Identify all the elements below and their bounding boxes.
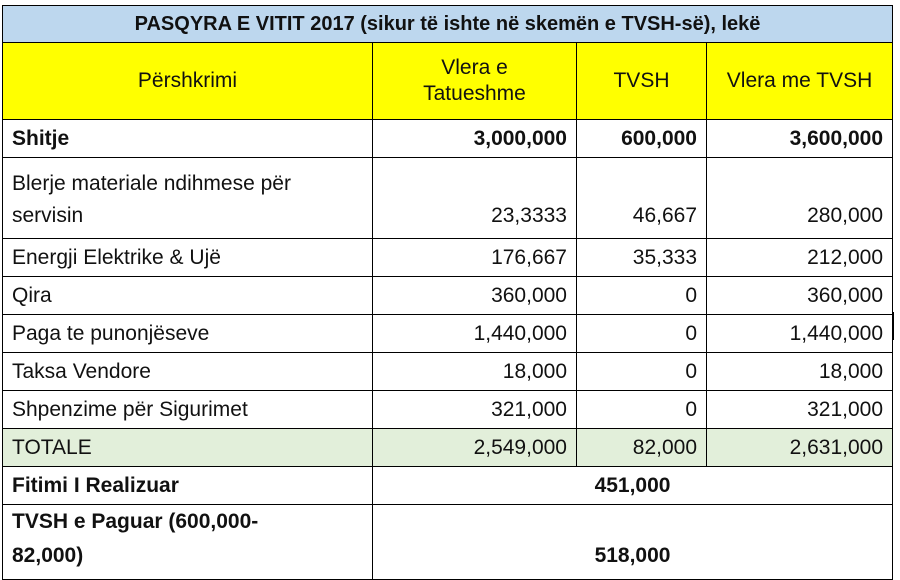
vat-paid-label-line1: TVSH e Paguar (600,000- <box>12 510 259 533</box>
header-value-with-vat[interactable]: Vlera me TVSH <box>707 43 893 120</box>
row-taxable[interactable]: 176,667 <box>373 239 577 277</box>
row-with-vat[interactable]: 1,440,000 <box>707 315 893 353</box>
profit-row <box>3 467 893 505</box>
vat-statement-table-container <box>2 5 893 580</box>
row-label[interactable] <box>3 158 373 239</box>
profit-label[interactable]: Fitimi I Realizuar <box>3 467 373 505</box>
vat-paid-value[interactable]: 518,000 <box>373 505 893 580</box>
row-label[interactable]: Qira <box>3 277 373 315</box>
header-vat[interactable]: TVSH <box>577 43 707 120</box>
sales-taxable[interactable]: 3,000,000 <box>373 120 577 158</box>
sales-label[interactable]: Shitje <box>3 120 373 158</box>
header-taxable-value[interactable] <box>373 43 577 120</box>
table-row <box>3 353 893 391</box>
row-label[interactable]: Energji Elektrike & Ujë <box>3 239 373 277</box>
table-row <box>3 391 893 429</box>
row-with-vat[interactable]: 360,000 <box>707 277 893 315</box>
row-with-vat[interactable]: 321,000 <box>707 391 893 429</box>
text-cursor-icon <box>892 312 894 340</box>
totals-row <box>3 429 893 467</box>
row-taxable[interactable]: 18,000 <box>373 353 577 391</box>
title-row <box>3 6 893 43</box>
totals-with-vat[interactable]: 2,631,000 <box>707 429 893 467</box>
totals-taxable[interactable]: 2,549,000 <box>373 429 577 467</box>
row-vat[interactable]: 46,667 <box>577 158 707 239</box>
row-vat[interactable]: 0 <box>577 277 707 315</box>
table-row <box>3 239 893 277</box>
vat-paid-label-line2: 82,000) <box>12 544 84 567</box>
vat-paid-row <box>3 505 893 580</box>
row-vat[interactable]: 0 <box>577 391 707 429</box>
sales-with-vat[interactable]: 3,600,000 <box>707 120 893 158</box>
profit-value[interactable]: 451,000 <box>373 467 893 505</box>
row-with-vat[interactable]: 212,000 <box>707 239 893 277</box>
row-vat[interactable]: 35,333 <box>577 239 707 277</box>
table-row <box>3 315 893 353</box>
row-taxable[interactable]: 321,000 <box>373 391 577 429</box>
header-description[interactable]: Përshkrimi <box>3 43 373 120</box>
row-taxable[interactable]: 23,3333 <box>373 158 577 239</box>
header-taxable-line2: Tatueshme <box>423 82 526 105</box>
row-label[interactable]: Taksa Vendore <box>3 353 373 391</box>
header-row <box>3 43 893 120</box>
row-with-vat[interactable]: 18,000 <box>707 353 893 391</box>
header-taxable-line1: Vlera e <box>441 56 508 79</box>
row-label-line1: Blerje materiale ndihmese për <box>12 172 291 195</box>
row-taxable[interactable]: 1,440,000 <box>373 315 577 353</box>
totals-vat[interactable]: 82,000 <box>577 429 707 467</box>
row-with-vat[interactable]: 280,000 <box>707 158 893 239</box>
row-vat[interactable]: 0 <box>577 353 707 391</box>
row-label[interactable]: Shpenzime për Sigurimet <box>3 391 373 429</box>
totals-label[interactable]: TOTALE <box>3 429 373 467</box>
vat-statement-table <box>2 5 893 580</box>
row-taxable[interactable]: 360,000 <box>373 277 577 315</box>
row-label-line2: servisin <box>12 204 84 227</box>
sales-row <box>3 120 893 158</box>
table-row <box>3 277 893 315</box>
sales-vat[interactable]: 600,000 <box>577 120 707 158</box>
vat-paid-label[interactable] <box>3 505 373 580</box>
row-label[interactable]: Paga te punonjëseve <box>3 315 373 353</box>
row-vat[interactable]: 0 <box>577 315 707 353</box>
table-row <box>3 158 893 239</box>
table-title[interactable]: PASQYRA E VITIT 2017 (sikur të ishte në skemën e TVSH-së), lekë <box>3 6 893 43</box>
